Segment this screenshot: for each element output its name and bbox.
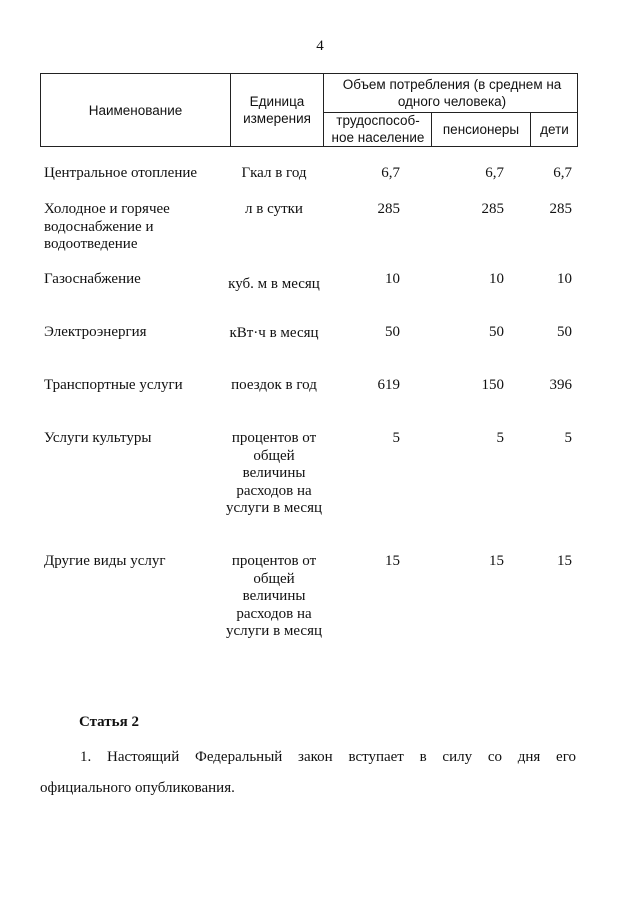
header-volume: Объем потребления (в среднем на одного человека) (342, 77, 562, 109)
header-pensioners: пенсионеры (442, 121, 520, 137)
header-divider (230, 74, 231, 146)
row-unit: кВт·ч в месяц (229, 325, 319, 341)
value-working: 6,7 (381, 165, 400, 181)
row-name: Центральное отопление (44, 165, 198, 181)
value-working: 5 (392, 430, 400, 446)
row-unit: л в сутки (245, 201, 303, 217)
row-unit: процентов от общей величины расходов на услуги в месяц (226, 553, 323, 639)
value-pensioners: 50 (489, 324, 504, 340)
article-text-line1: 1. Настоящий Федеральный закон вступает в силу со дня его (80, 749, 576, 765)
article-title: Статья 2 (79, 714, 139, 730)
value-children: 15 (557, 553, 572, 569)
value-children: 50 (557, 324, 572, 340)
row-unit: Гкал в год (241, 165, 307, 181)
value-children: 6,7 (553, 165, 572, 181)
value-pensioners: 285 (481, 201, 504, 217)
value-children: 285 (549, 201, 572, 217)
row-unit: поездок в год (231, 377, 317, 393)
table-header (40, 73, 578, 147)
value-working: 10 (385, 271, 400, 287)
row-name: Электроэнергия (44, 324, 147, 340)
value-children: 5 (564, 430, 572, 446)
value-children: 10 (557, 271, 572, 287)
value-children: 396 (549, 377, 572, 393)
row-name: Газоснабжение (44, 271, 141, 287)
header-children: дети (540, 121, 569, 137)
value-pensioners: 10 (489, 271, 504, 287)
row-name: Другие виды услуг (44, 553, 166, 569)
row-name: Холодное и горячее водоснабжение и водоотведение (44, 201, 170, 252)
header-working: трудоспособ-ное население (331, 113, 425, 145)
header-name: Наименование (88, 102, 183, 118)
row-unit: куб. м в месяц (228, 276, 320, 292)
row-unit: процентов от общей величины расходов на услуги в месяц (226, 430, 323, 516)
value-working: 619 (377, 377, 400, 393)
value-working: 15 (385, 553, 400, 569)
value-working: 50 (385, 324, 400, 340)
row-name: Услуги культуры (44, 430, 152, 446)
value-pensioners: 150 (481, 377, 504, 393)
page-number: 4 (316, 38, 324, 54)
value-pensioners: 5 (496, 430, 504, 446)
header-divider (323, 74, 324, 146)
header-unit: Единица измерения (243, 94, 311, 126)
value-pensioners: 15 (489, 553, 504, 569)
row-name: Транспортные услуги (44, 377, 183, 393)
value-working: 285 (377, 201, 400, 217)
article-paragraph (40, 742, 576, 804)
article-text-line2: официального опубликования. (40, 780, 235, 796)
value-pensioners: 6,7 (485, 165, 504, 181)
